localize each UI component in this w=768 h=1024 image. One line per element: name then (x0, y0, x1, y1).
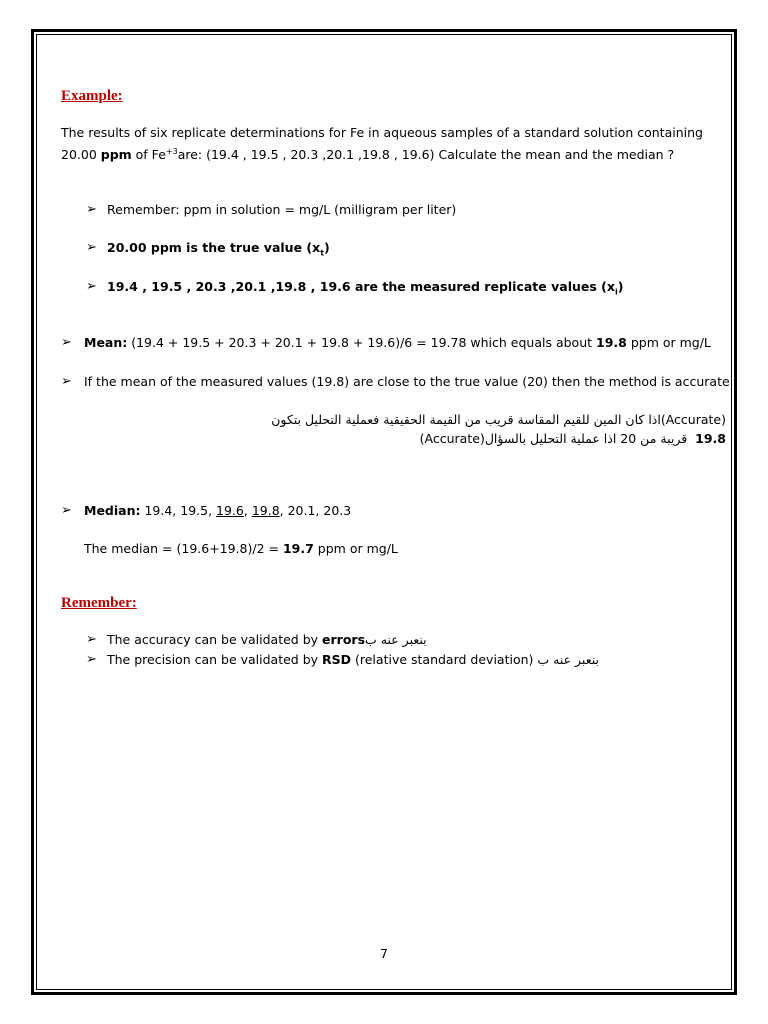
note-measured-values: 19.4 , 19.5 , 20.3 ,20.1 ,19.8 , 19.6 are the measured replicate values $(x_i)$ (107, 279, 624, 297)
note-remember-ppm: Remember: ppm in solution = mg/L (milligram per liter) (107, 202, 457, 217)
bullet-arrow-icon: ➢ (86, 279, 97, 294)
remember-accuracy: The accuracy can be validated by errors بنعبر عنه ب (107, 632, 431, 647)
accuracy-statement: If the mean of the measured values (19.8) are close to the true value (20) then the method is accurate (84, 374, 730, 389)
bullet-arrow-icon: ➢ (86, 652, 97, 667)
bullet-arrow-icon: ➢ (61, 335, 72, 350)
median-values: Median: 19.4, 19.5, 19.6, 19.8, 20.1, 20.3 (84, 503, 352, 518)
remember-heading: Remember: (61, 595, 137, 611)
example-heading: Example: (61, 88, 123, 104)
problem-line-2: 20.00 ppm of $Fe^{+3}are$: (19.4 , 19.5 , 20.3 ,20.1 ,19.8 , 19.6) Calculate the mean and the median ? (61, 147, 675, 163)
note-true-value: 20.00 ppm is the true value $(x_t)$ (107, 240, 330, 258)
arabic-line-2: (Accurate) قريبة من 20 اذا عملية التحليل بالسؤال 19.8 (419, 431, 726, 446)
mean-line: Mean: (19.4 + 19.5 + 20.3 + 20.1 + 19.8 + 19.6)/6 = 19.78 which equals about 19.8 ppm or mg/L (84, 335, 711, 350)
page-number: 7 (380, 946, 388, 961)
arabic-line-1: اذا كان المين للقيم المقاسة قريب من القيمة الحقيقية فعملية التحليل بتكون(Accurate) (271, 412, 726, 427)
remember-precision: The precision can be validated by RSD (relative standard deviation) بنعبر عنه ب (107, 652, 599, 667)
bullet-arrow-icon: ➢ (86, 202, 97, 217)
problem-line-1: The results of six replicate determinations for Fe in aqueous samples of a standard solution containing (61, 125, 703, 140)
bullet-arrow-icon: ➢ (61, 374, 72, 389)
median-result: The median = (19.6+19.8)/2 = 19.7 ppm or mg/L (84, 541, 398, 556)
bullet-arrow-icon: ➢ (86, 632, 97, 647)
bullet-arrow-icon: ➢ (86, 240, 97, 255)
bullet-arrow-icon: ➢ (61, 503, 72, 518)
